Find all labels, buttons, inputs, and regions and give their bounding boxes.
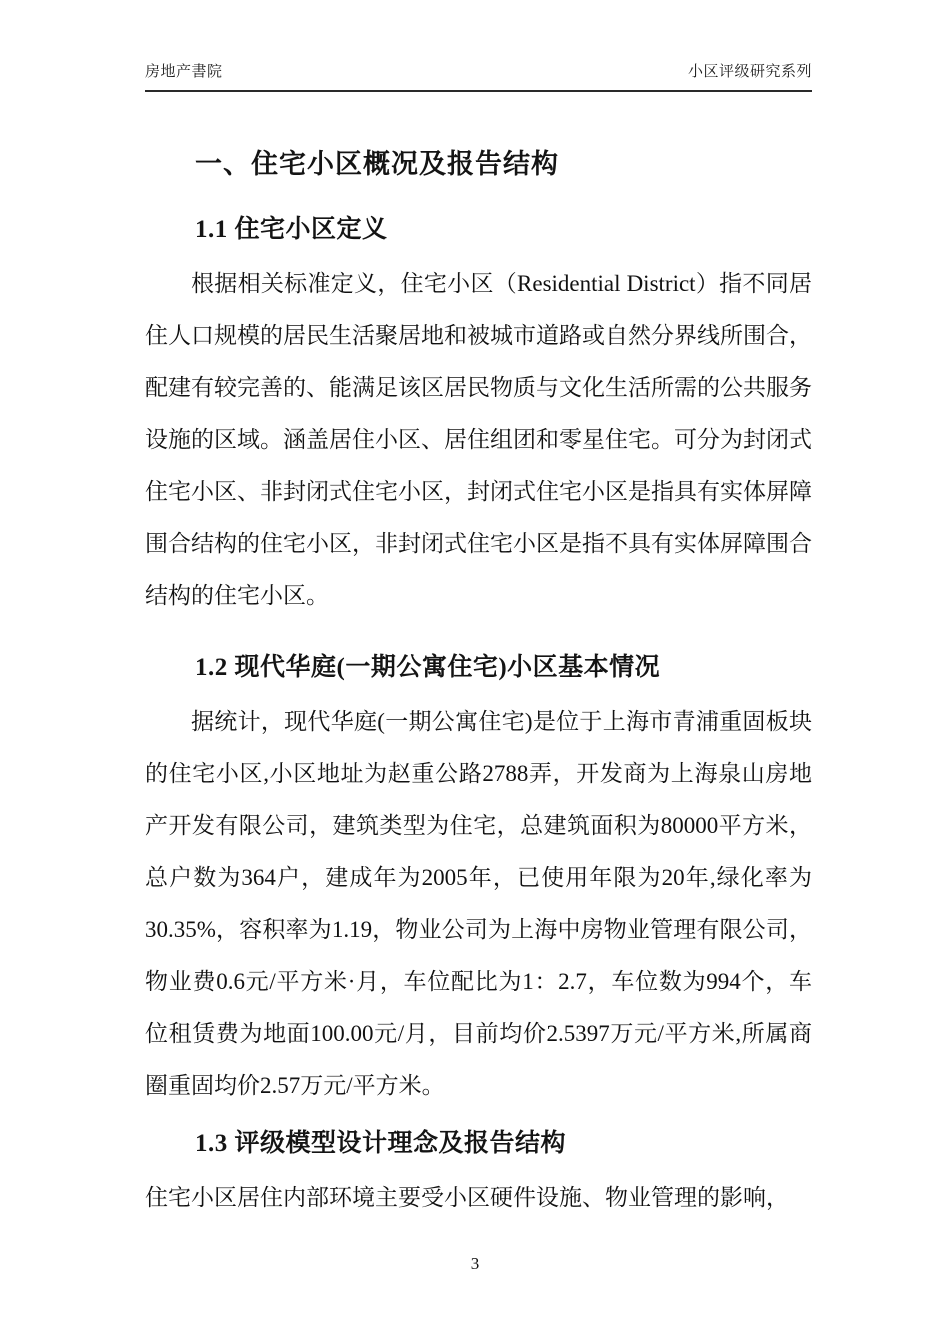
section-1-3-title: 1.3 评级模型设计理念及报告结构 xyxy=(195,1130,567,1157)
header-left-text: 房地产書院 xyxy=(145,64,223,80)
section-1-2-body: 据统计，现代华庭(一期公寓住宅)是位于上海市青浦重固板块的住宅小区,小区地址为赵重公路2788弄，开发商为上海泉山房地产开发有限公司，建筑类型为住宅，总建筑面积为80000平方米，总户数为364户，建成年为2005年，已使用年限为20年,绿化率为30.35%，容积率为1.19，物业公司为上海中房物业管理有限公司，物业费0.6元/平方米·月，车位配比为1：2.7，车位数为994个，车位租赁费为地面100.00元/月，目前均价2.5397万元/平方米,所属商圈重固均价2.57万元/平方米。 xyxy=(145,709,812,1098)
page-header xyxy=(145,0,812,92)
section-1-2-title: 1.2 现代华庭(一期公寓住宅)小区基本情况 xyxy=(195,654,661,681)
header-right-text: 小区评级研究系列 xyxy=(687,64,812,80)
section-1-3-body: 住宅小区居住内部环境主要受小区硬件设施、物业管理的影响， xyxy=(145,1185,789,1210)
page-number: 3 xyxy=(470,1254,480,1273)
section-1-1-body: 根据相关标准定义，住宅小区（Residential District）指不同居住人口规模的居民生活聚居地和被城市道路或自然分界线所围合，配建有较完善的、能满足该区居民物质与文化生活所需的公共服务设施的区域。涵盖居住小区、居住组团和零星住宅。可分为封闭式住宅小区、非封闭式住宅小区，封闭式住宅小区是指具有实体屏障围合结构的住宅小区，非封闭式住宅小区是指不具有实体屏障围合结构的住宅小区。 xyxy=(145,271,812,608)
main-heading: 一、住宅小区概况及报告结构 xyxy=(195,149,559,179)
section-1-1-title: 1.1 住宅小区定义 xyxy=(195,216,388,243)
page-content xyxy=(145,0,812,1224)
